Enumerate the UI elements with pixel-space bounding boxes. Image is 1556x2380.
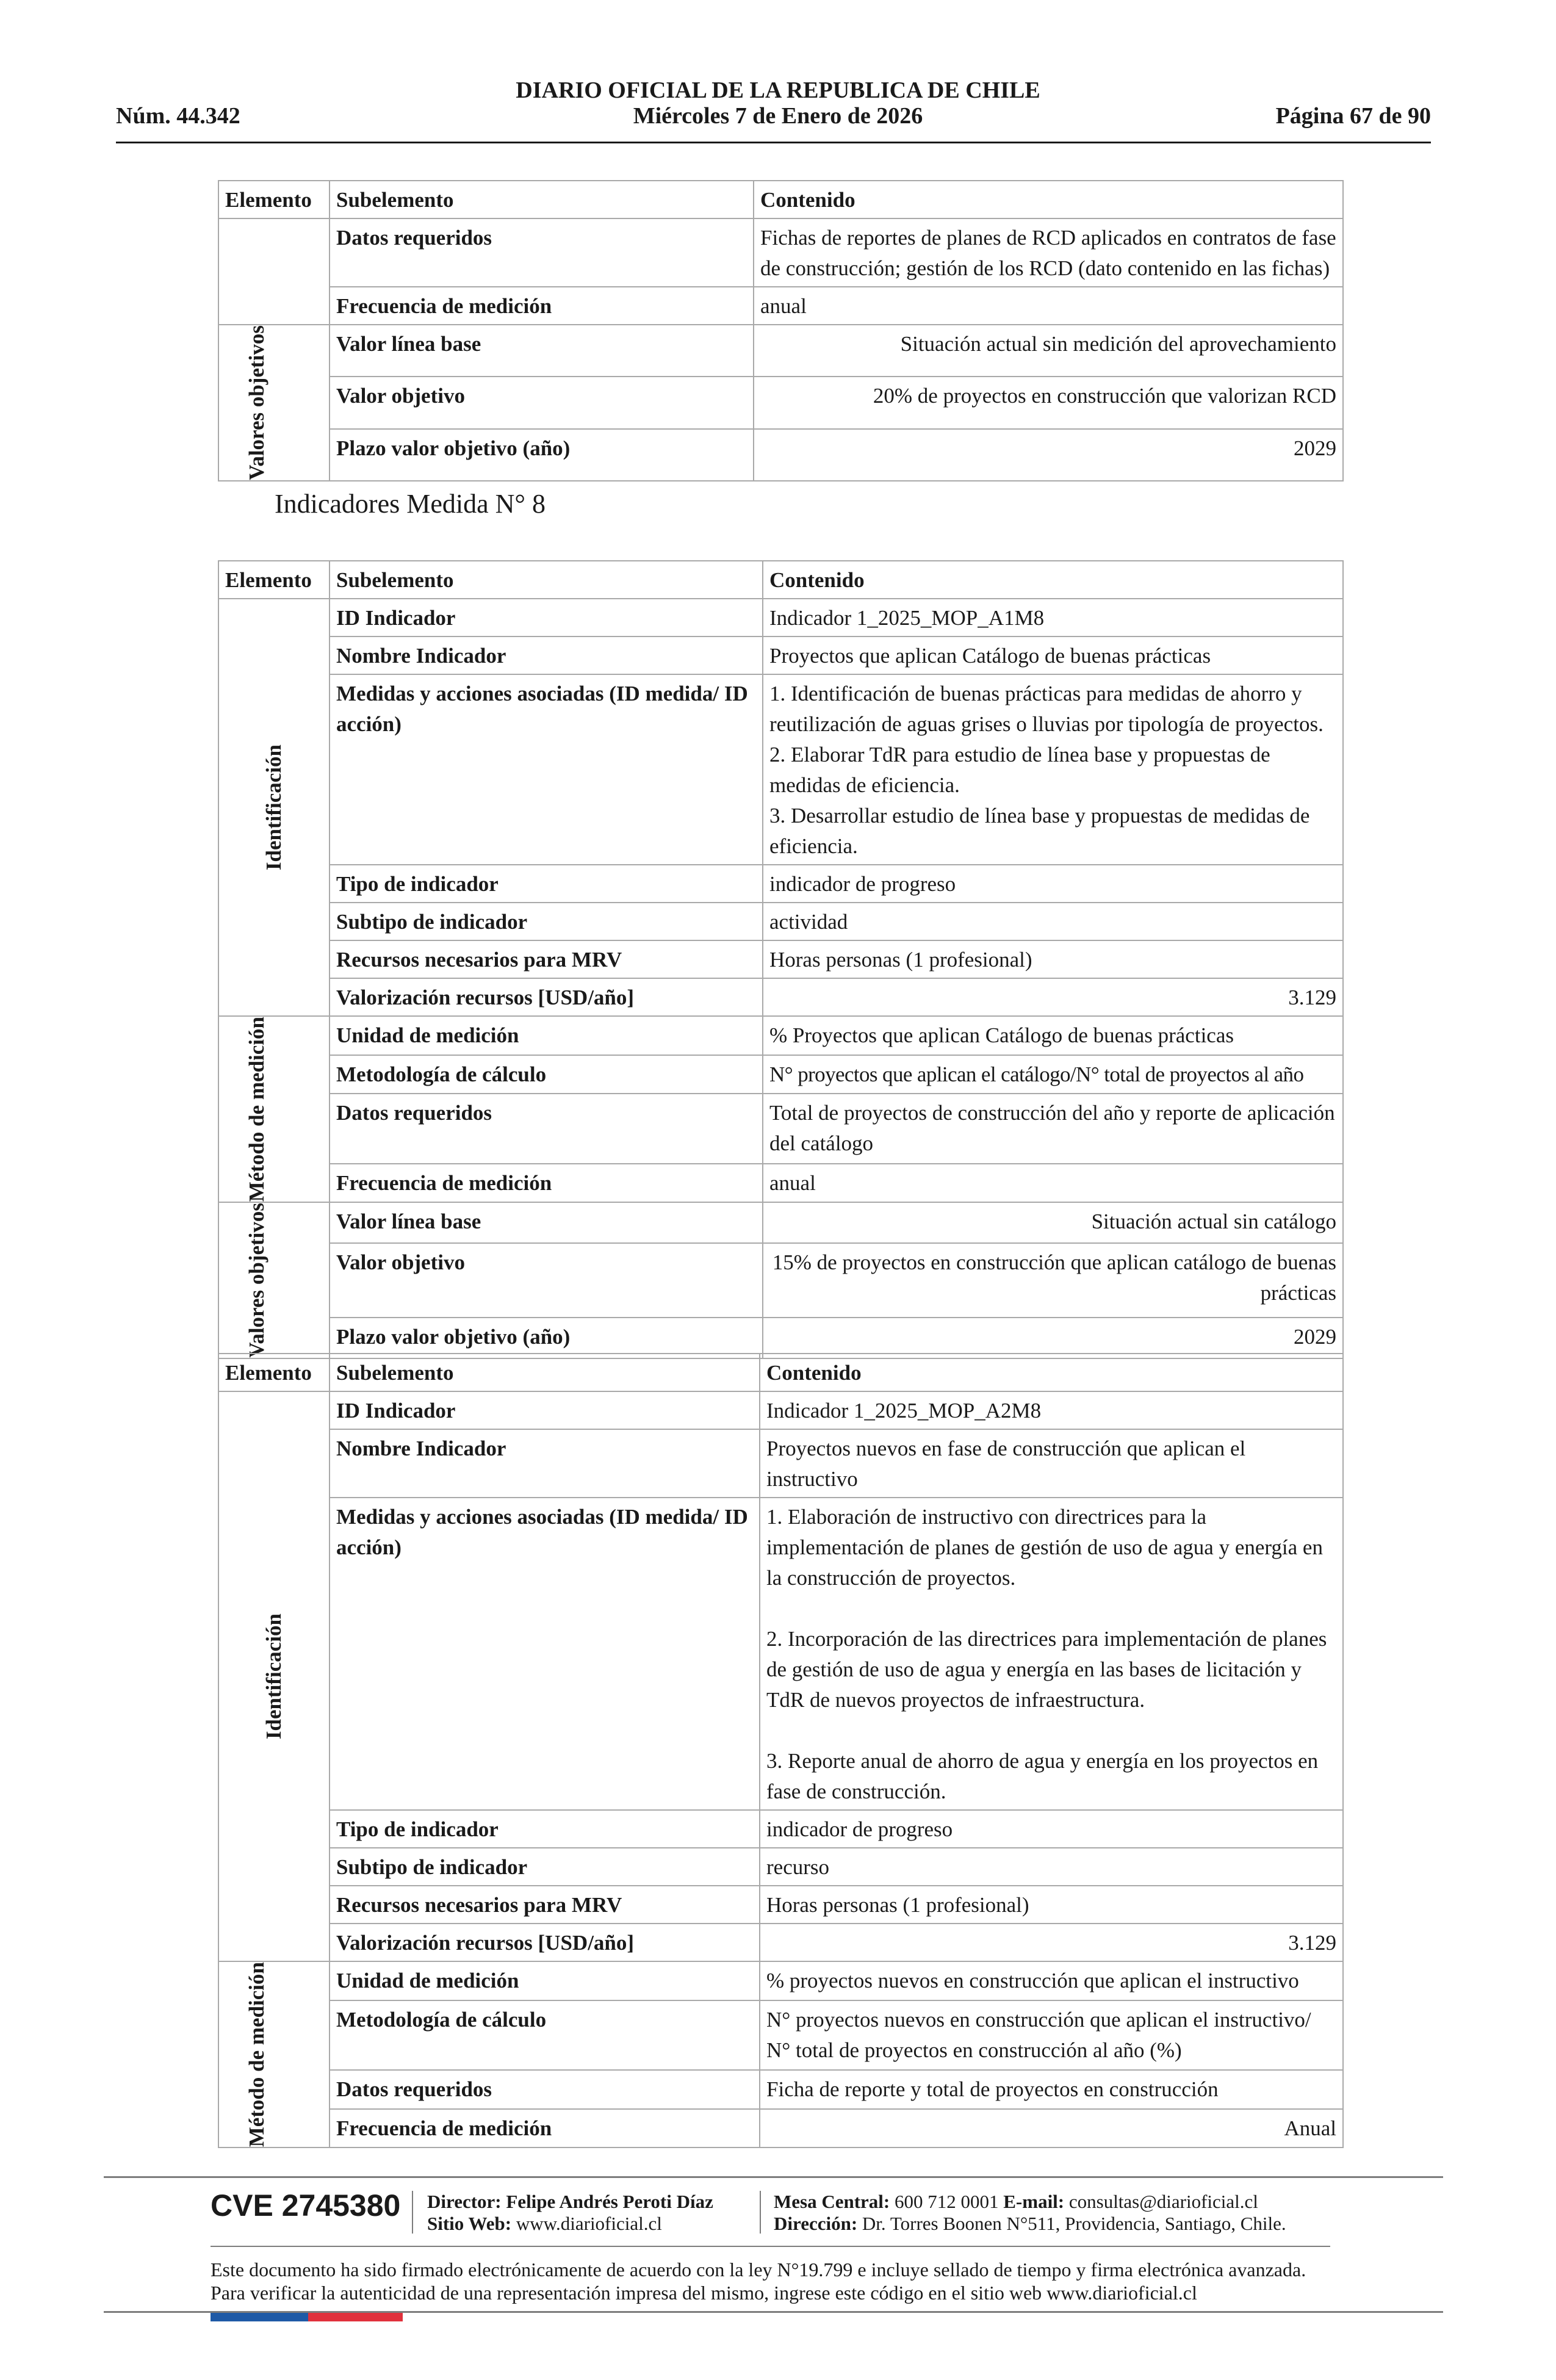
table-row (218, 218, 1343, 287)
content-value: N° proyectos nuevos en construcción que aplican el instructivo/ N° total de proyectos en construcción al año (%) (760, 2000, 1343, 2071)
page-number: Página 67 de 90 (1275, 103, 1431, 129)
content-value: anual (763, 1164, 1343, 1203)
subelement-label: Plazo valor objetivo (año) (330, 1318, 763, 1358)
content-value: Indicador 1_2025_MOP_A2M8 (760, 1391, 1343, 1429)
content-value: 15% de proyectos en construcción que aplican catálogo de buenas prácticas (763, 1243, 1343, 1317)
table-row (218, 636, 1343, 674)
table-row (218, 429, 1343, 481)
subelement-label: Datos requeridos (330, 1094, 763, 1164)
table-row (218, 1810, 1343, 1848)
email-label: E-mail: (1003, 2191, 1065, 2212)
content-value: 20% de proyectos en construcción que valorizan RCD (754, 377, 1343, 428)
footer-divider-top (104, 2176, 1443, 2178)
table-row (218, 2109, 1343, 2148)
table-row (218, 1391, 1343, 1429)
subelement-label: Subtipo de indicador (330, 1848, 760, 1886)
director-name: Felipe Andrés Peroti Díaz (506, 2191, 713, 2212)
group-cell-identificacion (218, 1391, 330, 1961)
content-value: % Proyectos que aplican Catálogo de buenas prácticas (763, 1016, 1343, 1055)
subelement-label: Subtipo de indicador (330, 903, 763, 940)
table-row (218, 1055, 1343, 1094)
group-cell-metodo-medicion (218, 1961, 330, 2147)
subelement-label: Datos requeridos (330, 2070, 760, 2109)
subelement-label: Medidas y acciones asociadas (ID medida/ ID acción) (330, 1498, 760, 1810)
content-value: Fichas de reportes de planes de RCD aplicados en contratos de fase de construcción; gestión de los RCD (dato contenido en las fichas) (754, 218, 1343, 287)
subelement-label: Metodología de cálculo (330, 2000, 760, 2071)
col-header-subelemento: Subelemento (330, 1354, 760, 1391)
content-value: anual (754, 287, 1343, 325)
subelement-label: ID Indicador (330, 1391, 760, 1429)
table-row (218, 1924, 1343, 1961)
group-label-valores-objetivos: Valores objetivos (245, 325, 268, 480)
group-label-identificacion: Identificación (262, 744, 286, 871)
table-row (218, 2070, 1343, 2109)
col-header-contenido: Contenido (760, 1354, 1343, 1391)
table-header-row (218, 1354, 1343, 1391)
table-row (218, 1243, 1343, 1317)
table-row (218, 1848, 1343, 1886)
list-item: 3. Reporte anual de ahorro de agua y energía en los proyectos en fase de construcción. (766, 1749, 1319, 1803)
table-row (218, 1164, 1343, 1203)
footer-contact-block (774, 2191, 1286, 2235)
content-value: Anual (760, 2109, 1343, 2148)
email-link[interactable]: consultas@diarioficial.cl (1068, 2191, 1258, 2212)
table-row (218, 1886, 1343, 1924)
subelement-label: Metodología de cálculo (330, 1055, 763, 1094)
subelement-label: Nombre Indicador (330, 1429, 760, 1498)
table-row (218, 287, 1343, 325)
group-cell-valores-objetivos (218, 325, 330, 481)
subelement-label: Tipo de indicador (330, 1810, 760, 1848)
content-value: recurso (760, 1848, 1343, 1886)
mesa-phone: 600 712 0001 (895, 2191, 999, 2212)
subelement-label: ID Indicador (330, 599, 763, 636)
indicator-table-a2m8 (218, 1353, 1344, 2148)
table-row (218, 865, 1343, 903)
header-divider (116, 142, 1431, 143)
content-value: actividad (763, 903, 1343, 940)
col-header-subelemento: Subelemento (330, 181, 754, 218)
group-cell-empty (218, 218, 330, 325)
flag-stripe-red (308, 2313, 403, 2321)
issue-date: Miércoles 7 de Enero de 2026 (633, 103, 923, 129)
list-item: 3. Desarrollar estudio de línea base y propuestas de medidas de eficiencia. (769, 804, 1310, 858)
table-row (218, 903, 1343, 940)
table-row (218, 1016, 1343, 1055)
subelement-label: Frecuencia de medición (330, 1164, 763, 1203)
footer-separator (760, 2191, 761, 2234)
content-value: Situación actual sin catálogo (763, 1202, 1343, 1243)
issue-number: Núm. 44.342 (116, 103, 240, 129)
subelement-label: Valor objetivo (330, 1243, 763, 1317)
subelement-label: Datos requeridos (330, 218, 754, 287)
subelement-label: Frecuencia de medición (330, 287, 754, 325)
group-cell-metodo-medicion (218, 1016, 330, 1202)
table-row (218, 978, 1343, 1016)
subelement-label: Recursos necesarios para MRV (330, 940, 763, 978)
content-value: % proyectos nuevos en construcción que aplican el instructivo (760, 1961, 1343, 2000)
table-row (218, 1429, 1343, 1498)
list-item: 2. Elaborar TdR para estudio de línea base y propuestas de medidas de eficiencia. (769, 743, 1270, 797)
group-label-metodo-medicion: Método de medición (245, 1962, 268, 2147)
content-value: Proyectos nuevos en fase de construcción que aplican el instructivo (760, 1429, 1343, 1498)
col-header-elemento: Elemento (218, 1354, 330, 1391)
content-value: N° proyectos que aplican el catálogo/N° total de proyectos al año (763, 1055, 1343, 1094)
col-header-contenido: Contenido (763, 561, 1343, 599)
table-row (218, 377, 1343, 428)
content-value: Horas personas (1 profesional) (760, 1886, 1343, 1924)
table-row (218, 2000, 1343, 2071)
table-row (218, 1961, 1343, 2000)
subelement-label: Tipo de indicador (330, 865, 763, 903)
subelement-label: Medidas y acciones asociadas (ID medida/ ID acción) (330, 674, 763, 865)
subelement-label: Frecuencia de medición (330, 2109, 760, 2148)
section-title: Indicadores Medida N° 8 (275, 489, 546, 519)
subelement-label: Unidad de medición (330, 1016, 763, 1055)
table-row (218, 940, 1343, 978)
content-value: Proyectos que aplican Catálogo de buenas prácticas (763, 636, 1343, 674)
subelement-label: Nombre Indicador (330, 636, 763, 674)
cve-code: CVE 2745380 (211, 2188, 401, 2223)
table-row (218, 325, 1343, 377)
list-spacer (766, 1715, 1336, 1746)
col-header-elemento: Elemento (218, 181, 330, 218)
indicator-table-a1m8 (218, 560, 1344, 1359)
content-value: indicador de progreso (760, 1810, 1343, 1848)
table-row (218, 1094, 1343, 1164)
list-item: 2. Incorporación de las directrices para implementación de planes de gestión de uso de agua y energía en las bases de licitación y TdR de nuevos proyectos de infraestructura. (766, 1627, 1327, 1712)
col-header-subelemento: Subelemento (330, 561, 763, 599)
table-row (218, 1318, 1343, 1358)
col-header-elemento: Elemento (218, 561, 330, 599)
group-cell-identificacion (218, 599, 330, 1016)
table-header-row (218, 561, 1343, 599)
list-spacer (766, 1593, 1336, 1624)
address-value: Dr. Torres Boonen N°511, Providencia, Santiago, Chile. (862, 2213, 1286, 2234)
list-item: 1. Identificación de buenas prácticas para medidas de ahorro y reutilización de aguas grises o lluvias por tipología de proyectos. (769, 682, 1324, 736)
content-value: Total de proyectos de construcción del año y reporte de aplicación del catálogo (763, 1094, 1343, 1164)
content-value: 3.129 (760, 1924, 1343, 1961)
footer-director-block (427, 2191, 713, 2235)
content-value: indicador de progreso (763, 865, 1343, 903)
content-value: 2029 (754, 429, 1343, 481)
content-value: Situación actual sin medición del aprovechamiento (754, 325, 1343, 377)
subelement-label: Valor objetivo (330, 377, 754, 428)
table-row (218, 674, 1343, 865)
table-header-row (218, 181, 1343, 218)
group-label-identificacion: Identificación (262, 1613, 286, 1740)
subelement-label: Valorización recursos [USD/año] (330, 1924, 760, 1961)
table-row (218, 599, 1343, 636)
content-value-list (760, 1498, 1343, 1810)
footer-separator (412, 2191, 413, 2234)
subelement-label: Recursos necesarios para MRV (330, 1886, 760, 1924)
subelement-label: Valor línea base (330, 1202, 763, 1243)
subelement-label: Plazo valor objetivo (año) (330, 429, 754, 481)
table-row (218, 1498, 1343, 1810)
address-label: Dirección: (774, 2213, 858, 2234)
subelement-label: Valorización recursos [USD/año] (330, 978, 763, 1016)
group-cell-valores-objetivos (218, 1202, 330, 1358)
subelement-label: Unidad de medición (330, 1961, 760, 2000)
director-label: Director: (427, 2191, 502, 2212)
website-label: Sitio Web: (427, 2213, 512, 2234)
content-value: Ficha de reporte y total de proyectos en construcción (760, 2070, 1343, 2109)
flag-stripe-blue (211, 2313, 308, 2321)
website-link[interactable]: www.diarioficial.cl (516, 2213, 662, 2234)
col-header-contenido: Contenido (754, 181, 1343, 218)
content-value: Indicador 1_2025_MOP_A1M8 (763, 599, 1343, 636)
content-value: 2029 (763, 1318, 1343, 1358)
table-row (218, 1202, 1343, 1243)
group-label-metodo-medicion: Método de medición (245, 1017, 268, 1202)
newspaper-title: DIARIO OFICIAL DE LA REPUBLICA DE CHILE (516, 78, 1040, 103)
legal-notice: Este documento ha sido firmado electrónicamente de acuerdo con la ley N°19.799 e incluye sellado de tiempo y firma electrónica avanzada. Para verificar la autenticidad de una representación impresa del mismo, ingrese este código en el sitio web www.diarioficial.cl (211, 2259, 1306, 2304)
content-value: Horas personas (1 profesional) (763, 940, 1343, 978)
list-item: 1. Elaboración de instructivo con directrices para la implementación de planes de gestión de uso de agua y energía en la construcción de proyectos. (766, 1505, 1323, 1590)
subelement-label: Valor línea base (330, 325, 754, 377)
indicator-table-continued (218, 180, 1344, 481)
content-value: 3.129 (763, 978, 1343, 1016)
content-value-list (763, 674, 1343, 865)
group-label-valores-objetivos: Valores objetivos (245, 1203, 268, 1358)
footer-divider-middle (211, 2246, 1330, 2247)
mesa-label: Mesa Central: (774, 2191, 890, 2212)
